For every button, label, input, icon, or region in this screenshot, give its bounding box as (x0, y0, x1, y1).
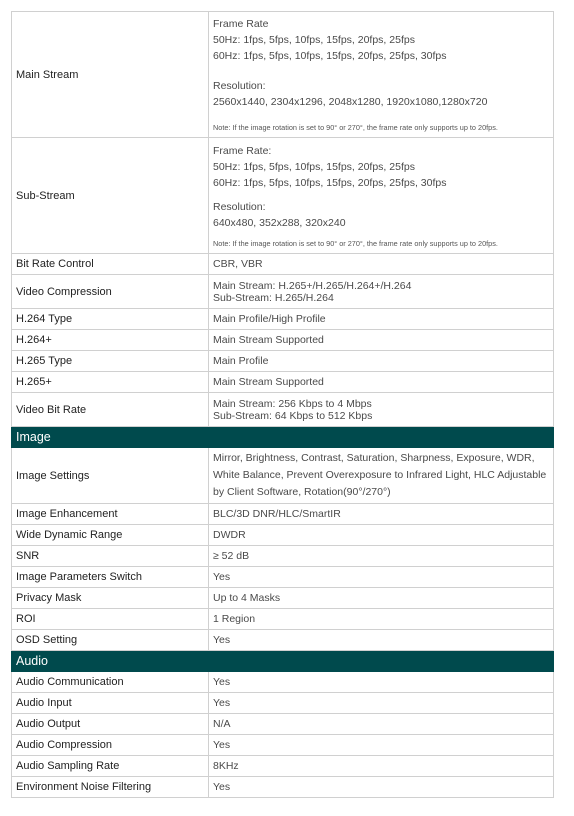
spec-key: Privacy Mask (12, 588, 209, 609)
spec-key: OSD Setting (12, 630, 209, 651)
spec-value: Yes (209, 567, 554, 588)
spec-row (12, 309, 554, 330)
spec-key: Audio Compression (12, 735, 209, 756)
value-line: by Client Software, Rotation(90°/270°) (213, 486, 391, 498)
spec-key: Audio Input (12, 693, 209, 714)
frame-rate-60hz: 60Hz: 1fps, 5fps, 10fps, 15fps, 20fps, 25fps, 30fps (213, 50, 447, 62)
spec-row (12, 609, 554, 630)
frame-rate-50hz: 50Hz: 1fps, 5fps, 10fps, 15fps, 20fps, 25fps (213, 34, 415, 46)
spec-value: BLC/3D DNR/HLC/SmartIR (209, 504, 554, 525)
spec-value: Yes (209, 777, 554, 798)
rotation-note: Note: If the image rotation is set to 90° or 270°, the frame rate only supports up to 20fps. (213, 238, 498, 248)
spec-value: N/A (209, 714, 554, 735)
spec-value: Main Stream Supported (209, 372, 554, 393)
spec-key: SNR (12, 546, 209, 567)
spec-row (12, 351, 554, 372)
spec-value: CBR, VBR (209, 254, 554, 275)
spec-value: DWDR (209, 525, 554, 546)
spec-value (209, 12, 554, 138)
frame-rate-50hz: 50Hz: 1fps, 5fps, 10fps, 15fps, 20fps, 25fps (213, 160, 415, 173)
spec-value: ≥ 52 dB (209, 546, 554, 567)
value-line: Main Stream: H.265+/H.265/H.264+/H.264 (213, 279, 412, 292)
spec-value: Up to 4 Masks (209, 588, 554, 609)
spec-value (209, 275, 554, 309)
spec-row (12, 254, 554, 275)
section-title: Audio (12, 651, 554, 672)
spec-key: Video Bit Rate (12, 393, 209, 427)
spec-key: Wide Dynamic Range (12, 525, 209, 546)
frame-rate-title: Frame Rate: (213, 144, 272, 157)
frame-rate-title: Frame Rate (213, 18, 269, 30)
spec-key: Audio Output (12, 714, 209, 735)
spec-row (12, 393, 554, 427)
spec-key: Image Parameters Switch (12, 567, 209, 588)
spec-key: Video Compression (12, 275, 209, 309)
spec-key: Main Stream (12, 12, 209, 138)
spec-row (12, 372, 554, 393)
value-line: Mirror, Brightness, Contrast, Saturation, Sharpness, Exposure, WDR, (213, 452, 535, 464)
value-line: Sub-Stream: 64 Kbps to 512 Kbps (213, 409, 373, 422)
spec-row (12, 777, 554, 798)
spec-key: Bit Rate Control (12, 254, 209, 275)
section-header-audio (12, 651, 554, 672)
spec-value (209, 393, 554, 427)
value-line: White Balance, Prevent Overexposure to Infrared Light, HLC Adjustable (213, 469, 547, 481)
spec-key: ROI (12, 609, 209, 630)
spec-value (209, 138, 554, 254)
spec-key: Environment Noise Filtering (12, 777, 209, 798)
spec-row (12, 330, 554, 351)
spec-row (12, 756, 554, 777)
spec-row (12, 504, 554, 525)
spec-row (12, 630, 554, 651)
spec-row (12, 693, 554, 714)
spec-row (12, 714, 554, 735)
spec-row (12, 525, 554, 546)
spec-value: Yes (209, 735, 554, 756)
spec-key: Image Enhancement (12, 504, 209, 525)
resolution-title: Resolution: (213, 80, 266, 92)
spec-row (12, 275, 554, 309)
spec-row (12, 567, 554, 588)
spec-key: Audio Sampling Rate (12, 756, 209, 777)
spec-key: H.265+ (12, 372, 209, 393)
section-title: Image (12, 427, 554, 448)
spec-value: Yes (209, 693, 554, 714)
spec-value (209, 448, 554, 504)
spec-row (12, 735, 554, 756)
spec-key: Image Settings (12, 448, 209, 504)
rotation-note: Note: If the image rotation is set to 90° or 270°, the frame rate only supports up to 20fps. (213, 123, 498, 132)
spec-key: H.264+ (12, 330, 209, 351)
spec-row (12, 672, 554, 693)
resolution-values: 2560x1440, 2304x1296, 2048x1280, 1920x1080,1280x720 (213, 96, 488, 108)
value-line: Sub-Stream: H.265/H.264 (213, 291, 334, 304)
spec-value: Yes (209, 630, 554, 651)
spec-value: 8KHz (209, 756, 554, 777)
resolution-title: Resolution: (213, 200, 266, 213)
spec-row (12, 546, 554, 567)
spec-key: Sub-Stream (12, 138, 209, 254)
spec-key: Audio Communication (12, 672, 209, 693)
spec-row-main-stream (12, 12, 554, 138)
spec-table (11, 11, 554, 798)
spec-value: Yes (209, 672, 554, 693)
spec-value: 1 Region (209, 609, 554, 630)
spec-row-sub-stream (12, 138, 554, 254)
value-line: Main Stream: 256 Kbps to 4 Mbps (213, 397, 372, 410)
spec-row (12, 448, 554, 504)
spec-value: Main Profile/High Profile (209, 309, 554, 330)
spec-key: H.265 Type (12, 351, 209, 372)
spec-value: Main Stream Supported (209, 330, 554, 351)
resolution-values: 640x480, 352x288, 320x240 (213, 216, 346, 229)
frame-rate-60hz: 60Hz: 1fps, 5fps, 10fps, 15fps, 20fps, 25fps, 30fps (213, 176, 447, 189)
section-header-image (12, 427, 554, 448)
spec-value: Main Profile (209, 351, 554, 372)
spec-row (12, 588, 554, 609)
spec-key: H.264 Type (12, 309, 209, 330)
